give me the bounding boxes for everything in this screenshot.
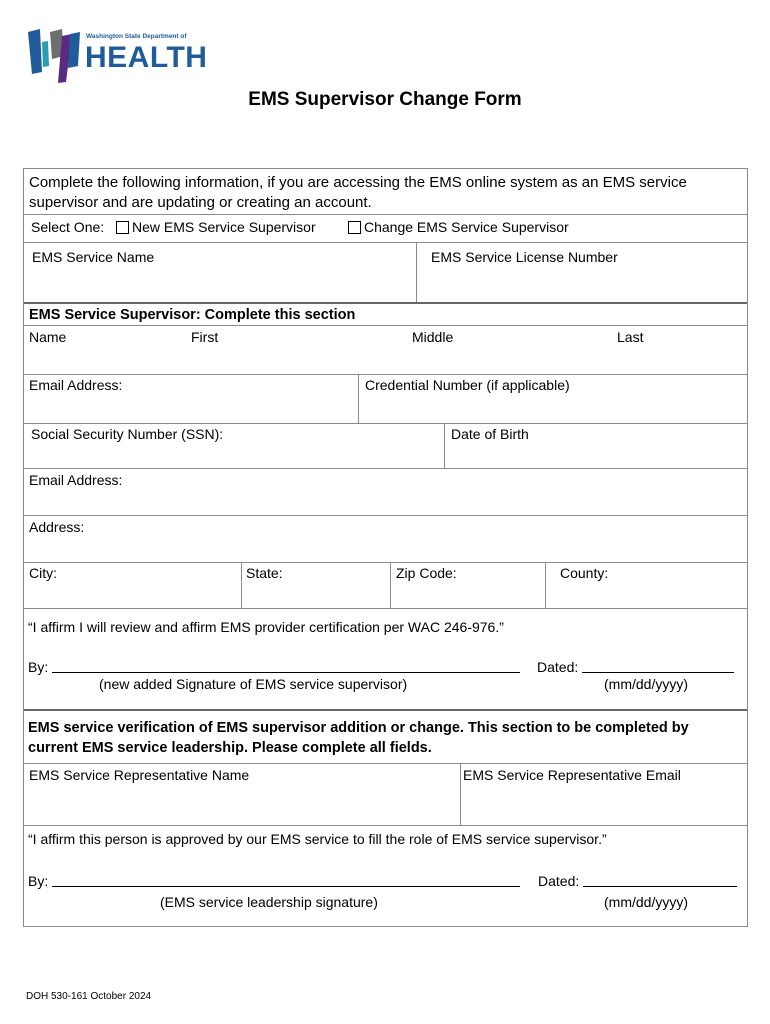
leadership-signature-line[interactable]	[28, 873, 520, 889]
rep-name-field[interactable]	[24, 785, 458, 823]
rep-email-label: EMS Service Representative Email	[463, 767, 681, 783]
city-label: City:	[29, 565, 57, 581]
dob-field[interactable]	[446, 444, 746, 466]
select-one-label: Select One:	[31, 219, 105, 235]
leadership-date-caption: (mm/dd/yyyy)	[604, 894, 688, 910]
ssn-label: Social Security Number (SSN):	[31, 426, 224, 442]
rep-name-label: EMS Service Representative Name	[29, 767, 250, 783]
ssn-field[interactable]	[24, 444, 442, 466]
form-number-footer: DOH 530-161 October 2024	[26, 991, 152, 1002]
doh-logo-mark	[26, 26, 86, 86]
org-line-1: Washington State Department of	[86, 33, 187, 40]
supervisor-section-heading: EMS Service Supervisor: Complete this section	[29, 307, 356, 323]
org-line-2: HEALTH	[85, 41, 208, 74]
leadership-affirmation: “I affirm this person is approved by our EMS service to fill the role of EMS service supervisor.”	[28, 831, 607, 847]
by-label-2: By:	[28, 873, 49, 889]
address-label: Address:	[29, 519, 85, 535]
option-new-supervisor[interactable]	[116, 219, 316, 235]
option-new-supervisor-label: New EMS Service Supervisor	[132, 219, 316, 235]
supervisor-date-line[interactable]	[537, 659, 734, 675]
by-label: By:	[28, 659, 49, 675]
credential-number-field[interactable]	[360, 395, 746, 421]
verification-heading-line-1: EMS service verification of EMS supervisor addition or change. This section to be completed by	[28, 720, 689, 736]
first-name-label: First	[191, 329, 219, 345]
dob-label: Date of Birth	[451, 426, 529, 442]
leadership-signature-caption: (EMS service leadership signature)	[160, 894, 378, 910]
license-number-label: EMS Service License Number	[431, 249, 618, 265]
service-name-label: EMS Service Name	[32, 249, 155, 265]
verification-section-heading	[28, 718, 743, 758]
email-address-2-field[interactable]	[24, 490, 747, 514]
state-label: State:	[246, 565, 283, 581]
county-field[interactable]	[547, 583, 746, 607]
dated-label: Dated:	[537, 659, 579, 675]
license-number-field[interactable]	[418, 267, 746, 301]
county-label: County:	[560, 565, 609, 581]
option-change-supervisor-label: Change EMS Service Supervisor	[364, 219, 569, 235]
supervisor-date-caption: (mm/dd/yyyy)	[604, 676, 688, 692]
checkbox-new-supervisor[interactable]	[116, 221, 129, 234]
zip-code-label: Zip Code:	[396, 565, 457, 581]
service-name-field[interactable]	[24, 267, 414, 301]
email-field[interactable]	[24, 395, 356, 421]
verification-heading-line-2: current EMS service leadership. Please complete all fields.	[28, 740, 432, 756]
leadership-date-line[interactable]	[538, 873, 737, 889]
supervisor-signature-line[interactable]	[28, 659, 520, 675]
dated-label-2: Dated:	[538, 873, 580, 889]
middle-name-label: Middle	[412, 329, 454, 345]
city-field[interactable]	[24, 583, 239, 607]
name-field[interactable]	[24, 347, 747, 373]
address-field[interactable]	[24, 537, 747, 561]
name-label: Name	[29, 329, 67, 345]
checkbox-change-supervisor[interactable]	[348, 221, 361, 234]
option-change-supervisor[interactable]	[348, 219, 569, 235]
rep-email-field[interactable]	[462, 785, 746, 823]
email-address-2-label: Email Address:	[29, 472, 123, 488]
intro-text: Complete the following information, if you are accessing the EMS online system as an EMS service supervisor and are updating or creating an account.	[29, 174, 687, 211]
form-box	[23, 168, 748, 927]
supervisor-signature-caption: (new added Signature of EMS service supervisor)	[99, 676, 408, 692]
last-name-label: Last	[617, 329, 644, 345]
doh-logo	[26, 26, 208, 86]
credential-number-label: Credential Number (if applicable)	[365, 377, 570, 393]
zip-code-field[interactable]	[392, 583, 543, 607]
state-field[interactable]	[243, 583, 388, 607]
page-title: EMS Supervisor Change Form	[248, 89, 522, 110]
supervisor-affirmation: “I affirm I will review and affirm EMS provider certification per WAC 246-976.”	[28, 619, 504, 635]
email-label: Email Address:	[29, 377, 123, 393]
